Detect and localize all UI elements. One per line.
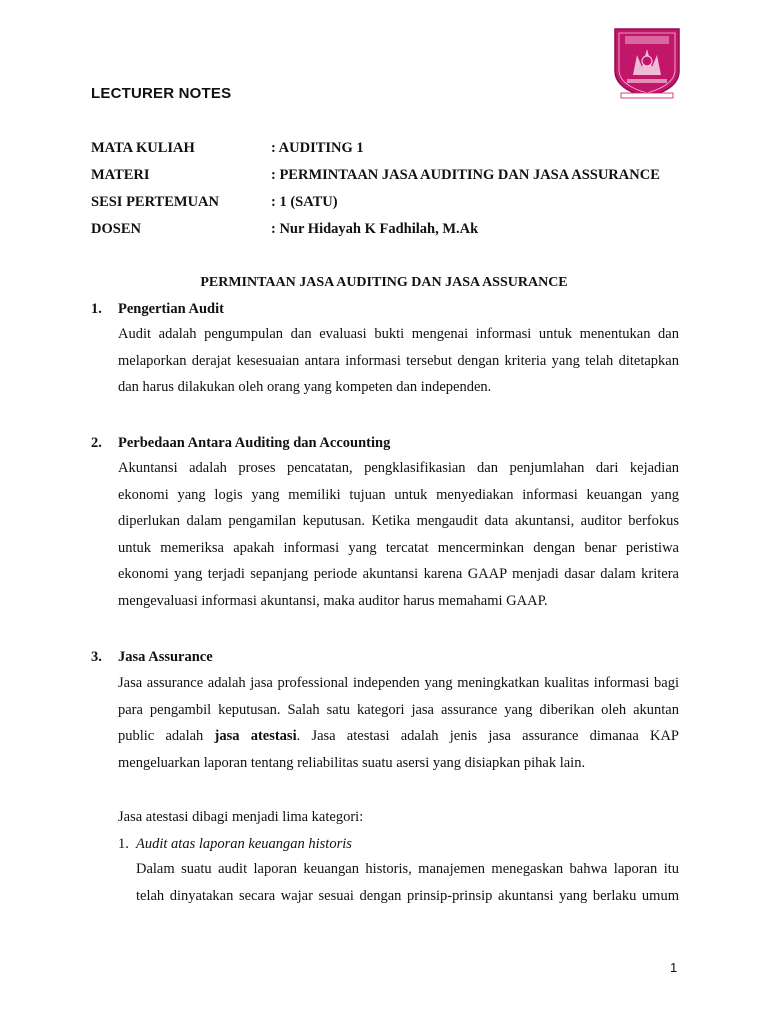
paragraph-text: public adalah xyxy=(118,728,204,745)
paragraph-line: ekonomi yang terjadi sepanjang periode akuntansi karena GAAP menjadi dasar dalam kritera xyxy=(118,566,679,583)
paragraph-line-mixed xyxy=(118,723,679,750)
meta-value: : PERMINTAAN JASA AUDITING DAN JASA ASSURANCE xyxy=(271,167,660,183)
paragraph-line: Audit adalah pengumpulan dan evaluasi bukti mengenai informasi untuk menentukan dan xyxy=(118,326,679,342)
section-heading-pengertian-audit xyxy=(91,301,224,318)
lecturer-notes-title: LECTURER NOTES xyxy=(91,85,232,102)
university-crest-icon xyxy=(613,27,681,99)
subsection-heading xyxy=(118,836,352,853)
subsection-number: 1. xyxy=(118,836,129,852)
section-heading-perbedaan xyxy=(91,435,390,452)
meta-label: MATA KULIAH xyxy=(91,140,195,156)
paragraph-line: untuk memeriksa apakah informasi yang tercatat mencerminkan dengan benar peristiwa xyxy=(118,539,679,556)
section-number: 3. xyxy=(91,649,102,665)
paragraph-line: mengevaluasi informasi akuntansi, maka auditor harus memahami GAAP. xyxy=(118,592,548,609)
subsection-title: Audit atas laporan keuangan historis xyxy=(136,836,352,852)
section-title: Perbedaan Antara Auditing dan Accounting xyxy=(118,435,391,451)
meta-value: : 1 (SATU) xyxy=(271,194,338,210)
paragraph-line: melaporkan derajat kesesuaian antara informasi tersebut dengan kriteria yang telah ditetapkan xyxy=(118,352,679,369)
paragraph-line: diperlukan dalam pengamilan keputusan. Ketika mengaudit data akuntansi, auditor berfokus xyxy=(118,513,679,530)
paragraph-line: para pengambil keputusan. Salah satu kategori jasa assurance yang diberikan oleh akuntan xyxy=(118,701,679,718)
subsection-paragraph xyxy=(136,856,679,909)
section-title: Pengertian Audit xyxy=(118,301,224,317)
page-number: 1 xyxy=(670,960,678,975)
meta-label: SESI PERTEMUAN xyxy=(91,194,220,210)
attestation-intro: Jasa atestasi dibagi menjadi lima kategori: xyxy=(118,809,364,825)
section-paragraph xyxy=(118,455,679,615)
paragraph-line: Akuntansi adalah proses pencatatan, pengklasifikasian dan penjumlahan dari kejadian xyxy=(118,460,679,476)
meta-label: MATERI xyxy=(91,167,150,183)
section-paragraph xyxy=(118,321,679,401)
section-title: Jasa Assurance xyxy=(118,649,213,665)
section-heading-jasa-assurance xyxy=(91,649,213,666)
section-paragraph xyxy=(118,670,679,776)
paragraph-line: Dalam suatu audit laporan keuangan historis, manajemen menegaskan bahwa laporan itu xyxy=(136,861,679,877)
paragraph-line: mengeluarkan laporan tentang reliabilitas suatu asersi yang disiapkan pihak lain. xyxy=(118,754,586,771)
meta-value: : AUDITING 1 xyxy=(271,140,364,156)
paragraph-line: dan harus dilakukan oleh orang yang kompeten dan independen. xyxy=(118,379,492,396)
meta-value: : Nur Hidayah K Fadhilah, M.Ak xyxy=(271,221,479,237)
bold-term-jasa-atestasi: jasa atestasi xyxy=(214,728,297,745)
paragraph-text: . Jasa atestasi adalah jenis jasa assurance dimanaa KAP xyxy=(296,728,679,745)
meta-label: DOSEN xyxy=(91,221,141,237)
section-number: 2. xyxy=(91,435,102,451)
document-title: PERMINTAAN JASA AUDITING DAN JASA ASSURANCE xyxy=(200,275,568,290)
paragraph-line: ekonomi yang logis yang memiliki tujuan untuk menyediakan informasi keuangan yang xyxy=(118,486,679,503)
paragraph-line: Jasa assurance adalah jasa professional independen yang meningkatkan kualitas informasi bagi xyxy=(118,675,679,691)
section-number: 1. xyxy=(91,301,102,317)
paragraph-line: telah dinyatakan secara wajar sesuai dengan prinsip-prinsip akuntansi yang berlaku umum xyxy=(136,887,679,904)
